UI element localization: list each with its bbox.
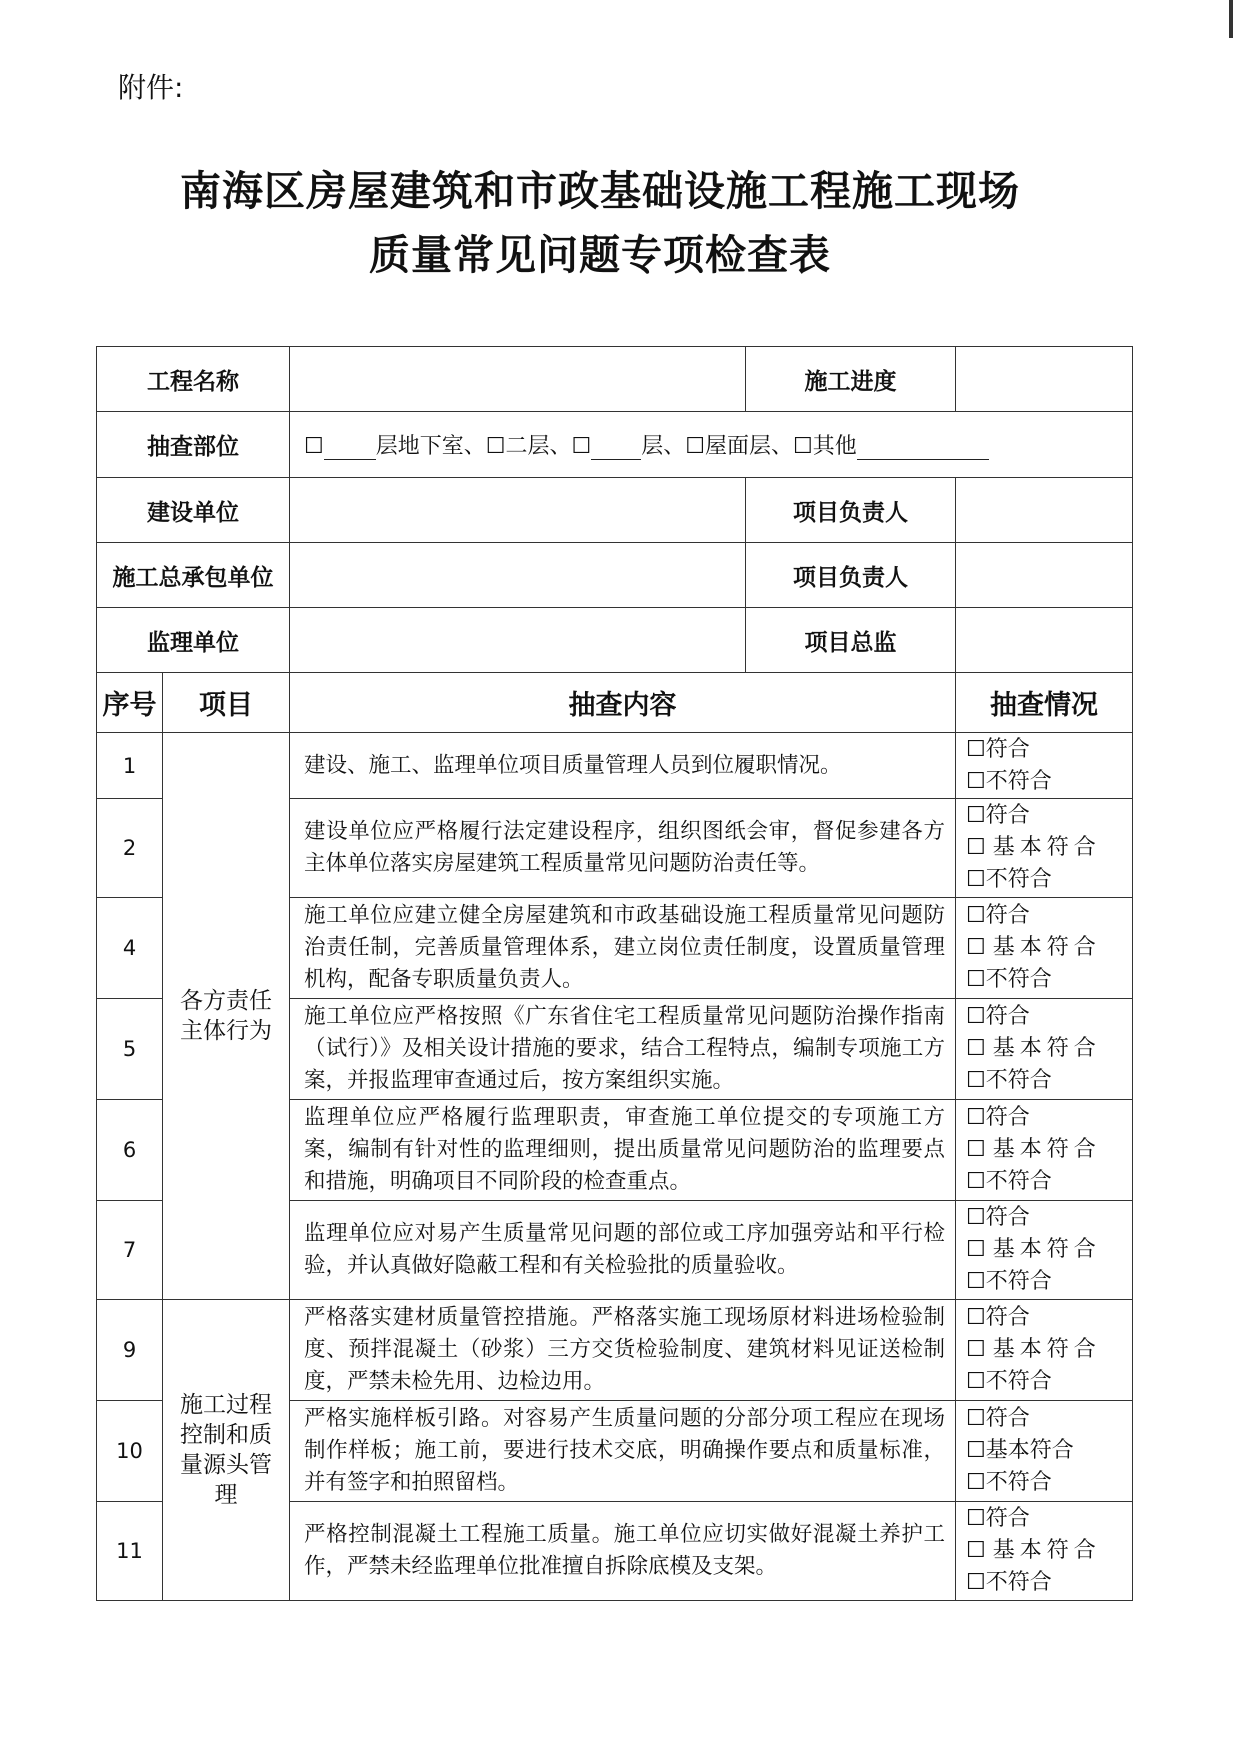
option-fail-label: 不符合 (985, 967, 1052, 992)
option-pass-label: 符合 (985, 1406, 1030, 1431)
option-fail-label: 不符合 (985, 867, 1052, 892)
floor-n-checkbox[interactable]: ☐ (571, 434, 592, 459)
checkbox[interactable]: ☐ (966, 803, 986, 828)
basement-label: 层地下室、 (375, 434, 486, 459)
checkbox[interactable]: ☐ (966, 1068, 986, 1093)
row-number: 4 (97, 898, 163, 999)
row-content: 监理单位应对易产生质量常见问题的部位或工序加强旁站和平行检验，并认真做好隐蔽工程和有关检验批的质量验收。 (290, 1201, 956, 1300)
checkbox[interactable]: ☐ (966, 967, 986, 992)
basement-blank[interactable] (324, 437, 376, 460)
row-content: 严格控制混凝土工程施工质量。施工单位应切实做好混凝土养护工作，严禁未经监理单位批准擅自拆除底模及支架。 (290, 1502, 956, 1601)
info-row-builder (97, 478, 1133, 543)
option-basic-label: 基本符合 (992, 1538, 1101, 1563)
checkbox[interactable]: ☐ (966, 835, 986, 860)
option-basic[interactable] (966, 1535, 1126, 1567)
option-pass-label: 符合 (985, 1004, 1030, 1029)
option-fail[interactable] (966, 1366, 1126, 1398)
status-options (956, 898, 1133, 999)
option-pass-label: 符合 (985, 736, 1030, 762)
attachment-label: 附件: (118, 71, 184, 104)
checkbox[interactable]: ☐ (966, 1305, 986, 1330)
option-fail[interactable] (966, 964, 1126, 996)
row-content: 严格落实建材质量管控措施。严格落实施工现场原材料进场检验制度、预拌混凝土（砂浆）三方交货检验制度、建筑材料见证送检制度，严禁未检先用、边检边用。 (290, 1300, 956, 1401)
inspection-table (96, 346, 1133, 1601)
row-number: 9 (97, 1300, 163, 1401)
option-basic[interactable] (966, 1134, 1126, 1166)
option-fail-label: 不符合 (985, 1369, 1052, 1394)
contractor-manager-label: 项目负责人 (746, 543, 956, 608)
checkbox[interactable]: ☐ (966, 736, 986, 762)
checkbox[interactable]: ☐ (966, 1538, 986, 1563)
row-number: 10 (97, 1401, 163, 1502)
option-fail-label: 不符合 (985, 1470, 1052, 1495)
option-pass[interactable] (966, 900, 1126, 932)
option-pass[interactable] (966, 734, 1126, 766)
option-fail-label: 不符合 (985, 1068, 1052, 1093)
status-options (956, 1502, 1133, 1601)
checkbox[interactable]: ☐ (966, 867, 986, 892)
project-name-field[interactable] (290, 347, 746, 412)
location-label: 抽查部位 (97, 412, 290, 478)
option-fail[interactable] (966, 1166, 1126, 1198)
page-edge-mark (1229, 0, 1233, 38)
other-blank[interactable] (857, 437, 989, 460)
row-number: 7 (97, 1201, 163, 1300)
option-fail-label: 不符合 (985, 1269, 1052, 1294)
status-options (956, 1100, 1133, 1201)
option-basic-label: 基本符合 (985, 1438, 1074, 1463)
other-checkbox[interactable]: ☐ (793, 434, 813, 459)
checkbox[interactable]: ☐ (966, 1269, 986, 1294)
status-options (956, 1401, 1133, 1502)
option-basic[interactable] (966, 932, 1126, 964)
status-options (956, 799, 1133, 898)
checkbox[interactable]: ☐ (966, 935, 986, 960)
row-content: 施工单位应严格按照《广东省住宅工程质量常见问题防治操作指南（试行）》及相关设计措施的要求，结合工程特点，编制专项施工方案，并报监理审查通过后，按方案组织实施。 (290, 999, 956, 1100)
floor-n-label: 层、 (641, 434, 686, 459)
row-content: 监理单位应严格履行监理职责，审查施工单位提交的专项施工方案，编制有针对性的监理细则，提出质量常见问题防治的监理要点和措施，明确项目不同阶段的检查重点。 (290, 1100, 956, 1201)
checkbox[interactable]: ☐ (966, 1406, 986, 1431)
checkbox[interactable]: ☐ (966, 1205, 986, 1230)
supervisor-label: 监理单位 (97, 608, 290, 673)
option-pass[interactable] (966, 1202, 1126, 1234)
status-options (956, 1300, 1133, 1401)
option-basic[interactable] (966, 1033, 1126, 1065)
builder-manager-label: 项目负责人 (746, 478, 956, 543)
progress-label: 施工进度 (746, 347, 956, 412)
option-fail[interactable] (966, 1065, 1126, 1097)
option-basic[interactable] (966, 1234, 1126, 1266)
option-basic[interactable] (966, 832, 1126, 864)
row-number: 1 (97, 733, 163, 799)
checkbox[interactable]: ☐ (966, 1105, 986, 1130)
checkbox[interactable]: ☐ (966, 1470, 986, 1495)
option-pass[interactable] (966, 1403, 1126, 1435)
checkbox[interactable]: ☐ (966, 1137, 986, 1162)
info-row-contractor (97, 543, 1133, 608)
col-header-item: 项目 (163, 673, 290, 733)
option-basic-label: 基本符合 (992, 835, 1101, 860)
supervisor-chief-field[interactable] (956, 608, 1133, 673)
builder-field[interactable] (290, 478, 746, 543)
option-pass-label: 符合 (985, 1506, 1030, 1531)
project-name-label: 工程名称 (97, 347, 290, 412)
row-number: 2 (97, 799, 163, 898)
option-pass[interactable] (966, 1503, 1126, 1535)
option-basic-label: 基本符合 (992, 1337, 1101, 1362)
info-row-location (97, 412, 1133, 478)
checkbox[interactable]: ☐ (966, 1004, 986, 1029)
floor-n-blank[interactable] (591, 437, 641, 460)
checkbox[interactable]: ☐ (966, 1438, 986, 1463)
group-label-process-control: 施工过程控制和质量源头管理 (163, 1300, 290, 1601)
option-fail-label: 不符合 (985, 1570, 1052, 1595)
document-title-line1: 南海区房屋建筑和市政基础设施工程施工现场 (180, 167, 1020, 215)
option-basic-label: 基本符合 (992, 1237, 1101, 1262)
progress-field[interactable] (956, 347, 1133, 412)
option-pass[interactable] (966, 1001, 1126, 1033)
row-number: 6 (97, 1100, 163, 1201)
option-basic[interactable] (966, 1334, 1126, 1366)
option-fail[interactable] (966, 1567, 1126, 1599)
option-basic-label: 基本符合 (992, 935, 1101, 960)
option-pass-label: 符合 (985, 1305, 1030, 1330)
checkbox[interactable]: ☐ (966, 1036, 986, 1061)
floor2-checkbox[interactable]: ☐ (485, 434, 506, 459)
info-row-project (97, 347, 1133, 412)
col-header-content: 抽查内容 (290, 673, 956, 733)
supervisor-chief-label: 项目总监 (746, 608, 956, 673)
checkbox[interactable]: ☐ (966, 1506, 986, 1531)
row-number: 5 (97, 999, 163, 1100)
row-content: 施工单位应建立健全房屋建筑和市政基础设施工程质量常见问题防治责任制，完善质量管理体系，建立岗位责任制度，设置质量管理机构，配备专职质量负责人。 (290, 898, 956, 999)
table-row (97, 733, 1133, 799)
builder-label: 建设单位 (97, 478, 290, 543)
option-pass[interactable] (966, 800, 1126, 832)
col-header-status: 抽查情况 (956, 673, 1133, 733)
floor2-label: 二层、 (505, 434, 572, 459)
supervisor-field[interactable] (290, 608, 746, 673)
status-options (956, 999, 1133, 1100)
checkbox[interactable]: ☐ (966, 1237, 986, 1262)
row-content: 建设、施工、监理单位项目质量管理人员到位履职情况。 (290, 733, 956, 799)
table-row (97, 1300, 1133, 1401)
option-basic-label: 基本符合 (992, 1137, 1101, 1162)
checkbox[interactable]: ☐ (966, 1337, 986, 1362)
option-pass[interactable] (966, 1302, 1126, 1334)
contractor-manager-field[interactable] (956, 543, 1133, 608)
col-header-no: 序号 (97, 673, 163, 733)
checkbox[interactable]: ☐ (966, 1369, 986, 1394)
checkbox[interactable]: ☐ (966, 1169, 986, 1194)
option-pass-label: 符合 (985, 1105, 1030, 1130)
contractor-label: 施工总承包单位 (97, 543, 290, 608)
option-basic-label: 基本符合 (992, 1036, 1101, 1061)
row-content: 建设单位应严格履行法定建设程序，组织图纸会审，督促参建各方主体单位落实房屋建筑工程质量常见问题防治责任等。 (290, 799, 956, 898)
row-content: 严格实施样板引路。对容易产生质量问题的分部分项工程应在现场制作样板；施工前，要进行技术交底，明确操作要点和质量标准，并有签字和拍照留档。 (290, 1401, 956, 1502)
info-row-supervisor (97, 608, 1133, 673)
roof-label: 屋面层、 (704, 434, 793, 459)
option-pass-label: 符合 (985, 803, 1030, 828)
option-fail-label: 不符合 (985, 1169, 1052, 1194)
basement-checkbox[interactable]: ☐ (304, 434, 324, 459)
roof-checkbox[interactable]: ☐ (685, 434, 705, 459)
option-pass-label: 符合 (985, 903, 1030, 928)
location-options (290, 412, 1133, 478)
option-fail[interactable] (966, 766, 1126, 798)
checkbox[interactable]: ☐ (966, 768, 986, 794)
option-fail[interactable] (966, 1467, 1126, 1499)
group-label-responsibility: 各方责任主体行为 (163, 733, 290, 1300)
builder-manager-field[interactable] (956, 478, 1133, 543)
option-basic[interactable] (966, 1435, 1126, 1467)
option-fail[interactable] (966, 864, 1126, 896)
column-header-row (97, 673, 1133, 733)
document-title-line2: 质量常见问题专项检查表 (369, 231, 831, 279)
checkbox[interactable]: ☐ (966, 903, 986, 928)
contractor-field[interactable] (290, 543, 746, 608)
row-number: 11 (97, 1502, 163, 1601)
option-fail[interactable] (966, 1266, 1126, 1298)
other-label: 其他 (812, 434, 857, 459)
option-pass[interactable] (966, 1102, 1126, 1134)
status-options (956, 1201, 1133, 1300)
status-options (956, 733, 1133, 799)
option-pass-label: 符合 (985, 1205, 1030, 1230)
option-fail-label: 不符合 (985, 768, 1052, 794)
checkbox[interactable]: ☐ (966, 1570, 986, 1595)
